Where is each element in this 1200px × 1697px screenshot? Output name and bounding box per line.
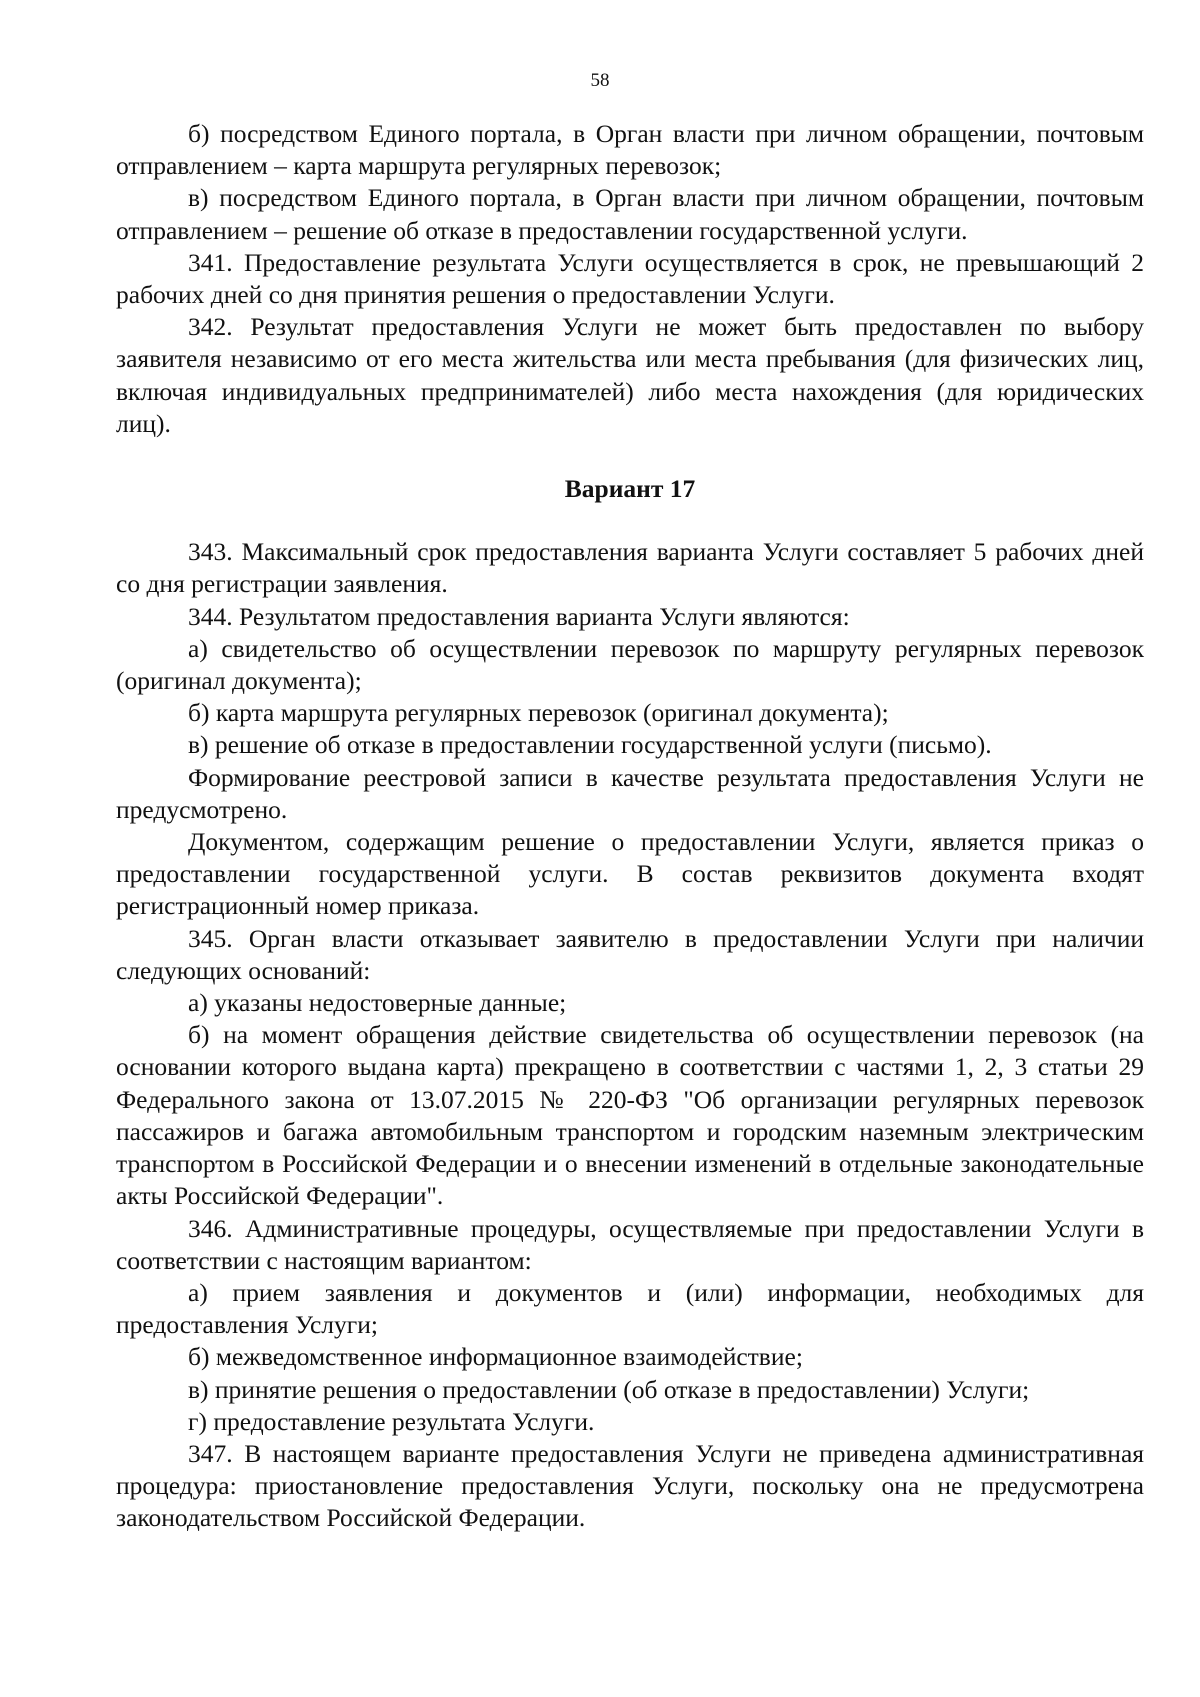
page-number: 58 — [590, 70, 610, 91]
paragraph-341: 341. Предоставление результата Услуги осуществляется в срок, не превышающий 2 рабочих дней со дня принятия решения о предоставлении Услуги. — [116, 247, 1144, 310]
paragraph-343: 343. Максимальный срок предоставления варианта Услуги составляет 5 рабочих дней со дня регистрации заявления. — [116, 537, 1144, 599]
paragraph-347: 347. В настоящем варианте предоставления Услуги не приведена административная процедура: приостановление предоставления Услуги, поскольку она не предусмотрена законодательством Российской Федерации. — [116, 1438, 1144, 1533]
paragraph-344-b: б) карта маршрута регулярных перевозок (оригинал документа); — [188, 698, 889, 728]
paragraph-344: 344. Результатом предоставления варианта Услуги являются: — [188, 601, 850, 631]
paragraph-decision-document: Документом, содержащим решение о предоставлении Услуги, является приказ о предоставлении государственной услуги. В состав реквизитов документа входят регистрационный номер приказа. — [116, 827, 1144, 921]
paragraph-item-b-portal-card: б) посредством Единого портала, в Орган власти при личном обращении, почтовым отправлением – карта маршрута регулярных перевозок; — [116, 119, 1144, 181]
paragraph-346-b: б) межведомственное информационное взаимодействие; — [188, 1342, 803, 1372]
paragraph-346-g: г) предоставление результата Услуги. — [188, 1406, 595, 1436]
paragraph-346: 346. Административные процедуры, осуществляемые при предоставлении Услуги в соответствии с настоящим вариантом: — [116, 1213, 1144, 1275]
paragraph-346-v: в) принятие решения о предоставлении (об отказе в предоставлении) Услуги; — [188, 1374, 1030, 1404]
paragraph-344-a: а) свидетельство об осуществлении перевозок по маршруту регулярных перевозок (оригинал документа); — [116, 633, 1144, 696]
paragraph-345-a: а) указаны недостоверные данные; — [188, 988, 567, 1018]
document-body — [116, 118, 1144, 1535]
paragraph-registry-record: Формирование реестровой записи в качестве результата предоставления Услуги не предусмотрено. — [116, 762, 1144, 824]
paragraph-346-a: а) прием заявления и документов и (или) информации, необходимых для предоставления Услуги; — [116, 1277, 1144, 1340]
paragraph-344-v: в) решение об отказе в предоставлении государственной услуги (письмо). — [188, 730, 992, 760]
paragraph-345: 345. Орган власти отказывает заявителю в предоставлении Услуги при наличии следующих оснований: — [116, 923, 1144, 985]
paragraph-345-b: б) на момент обращения действие свидетельства об осуществлении перевозок (на основании которого выдана карта) прекращено в соответствии с частями 1, 2, 3 статьи 29 Федерального закона от 13.07.2015 № 220-ФЗ "Об организации регулярных перевозок пассажиров и багажа автомобильным транспортом и городским наземным электрическим транспортом в Российской Федерации и о внесении изменений в отдельные законодательные акты Российской Федерации". — [116, 1020, 1144, 1211]
section-heading-variant-17: Вариант 17 — [564, 474, 696, 504]
paragraph-item-v-portal-refusal: в) посредством Единого портала, в Орган власти при личном обращении, почтовым отправлением – решение об отказе в предоставлении государственной услуги. — [116, 183, 1144, 245]
paragraph-342: 342. Результат предоставления Услуги не может быть предоставлен по выбору заявителя независимо от его места жительства или места пребывания (для физических лиц, включая индивидуальных предпринимателей) либо места нахождения (для юридических лиц). — [116, 312, 1144, 438]
